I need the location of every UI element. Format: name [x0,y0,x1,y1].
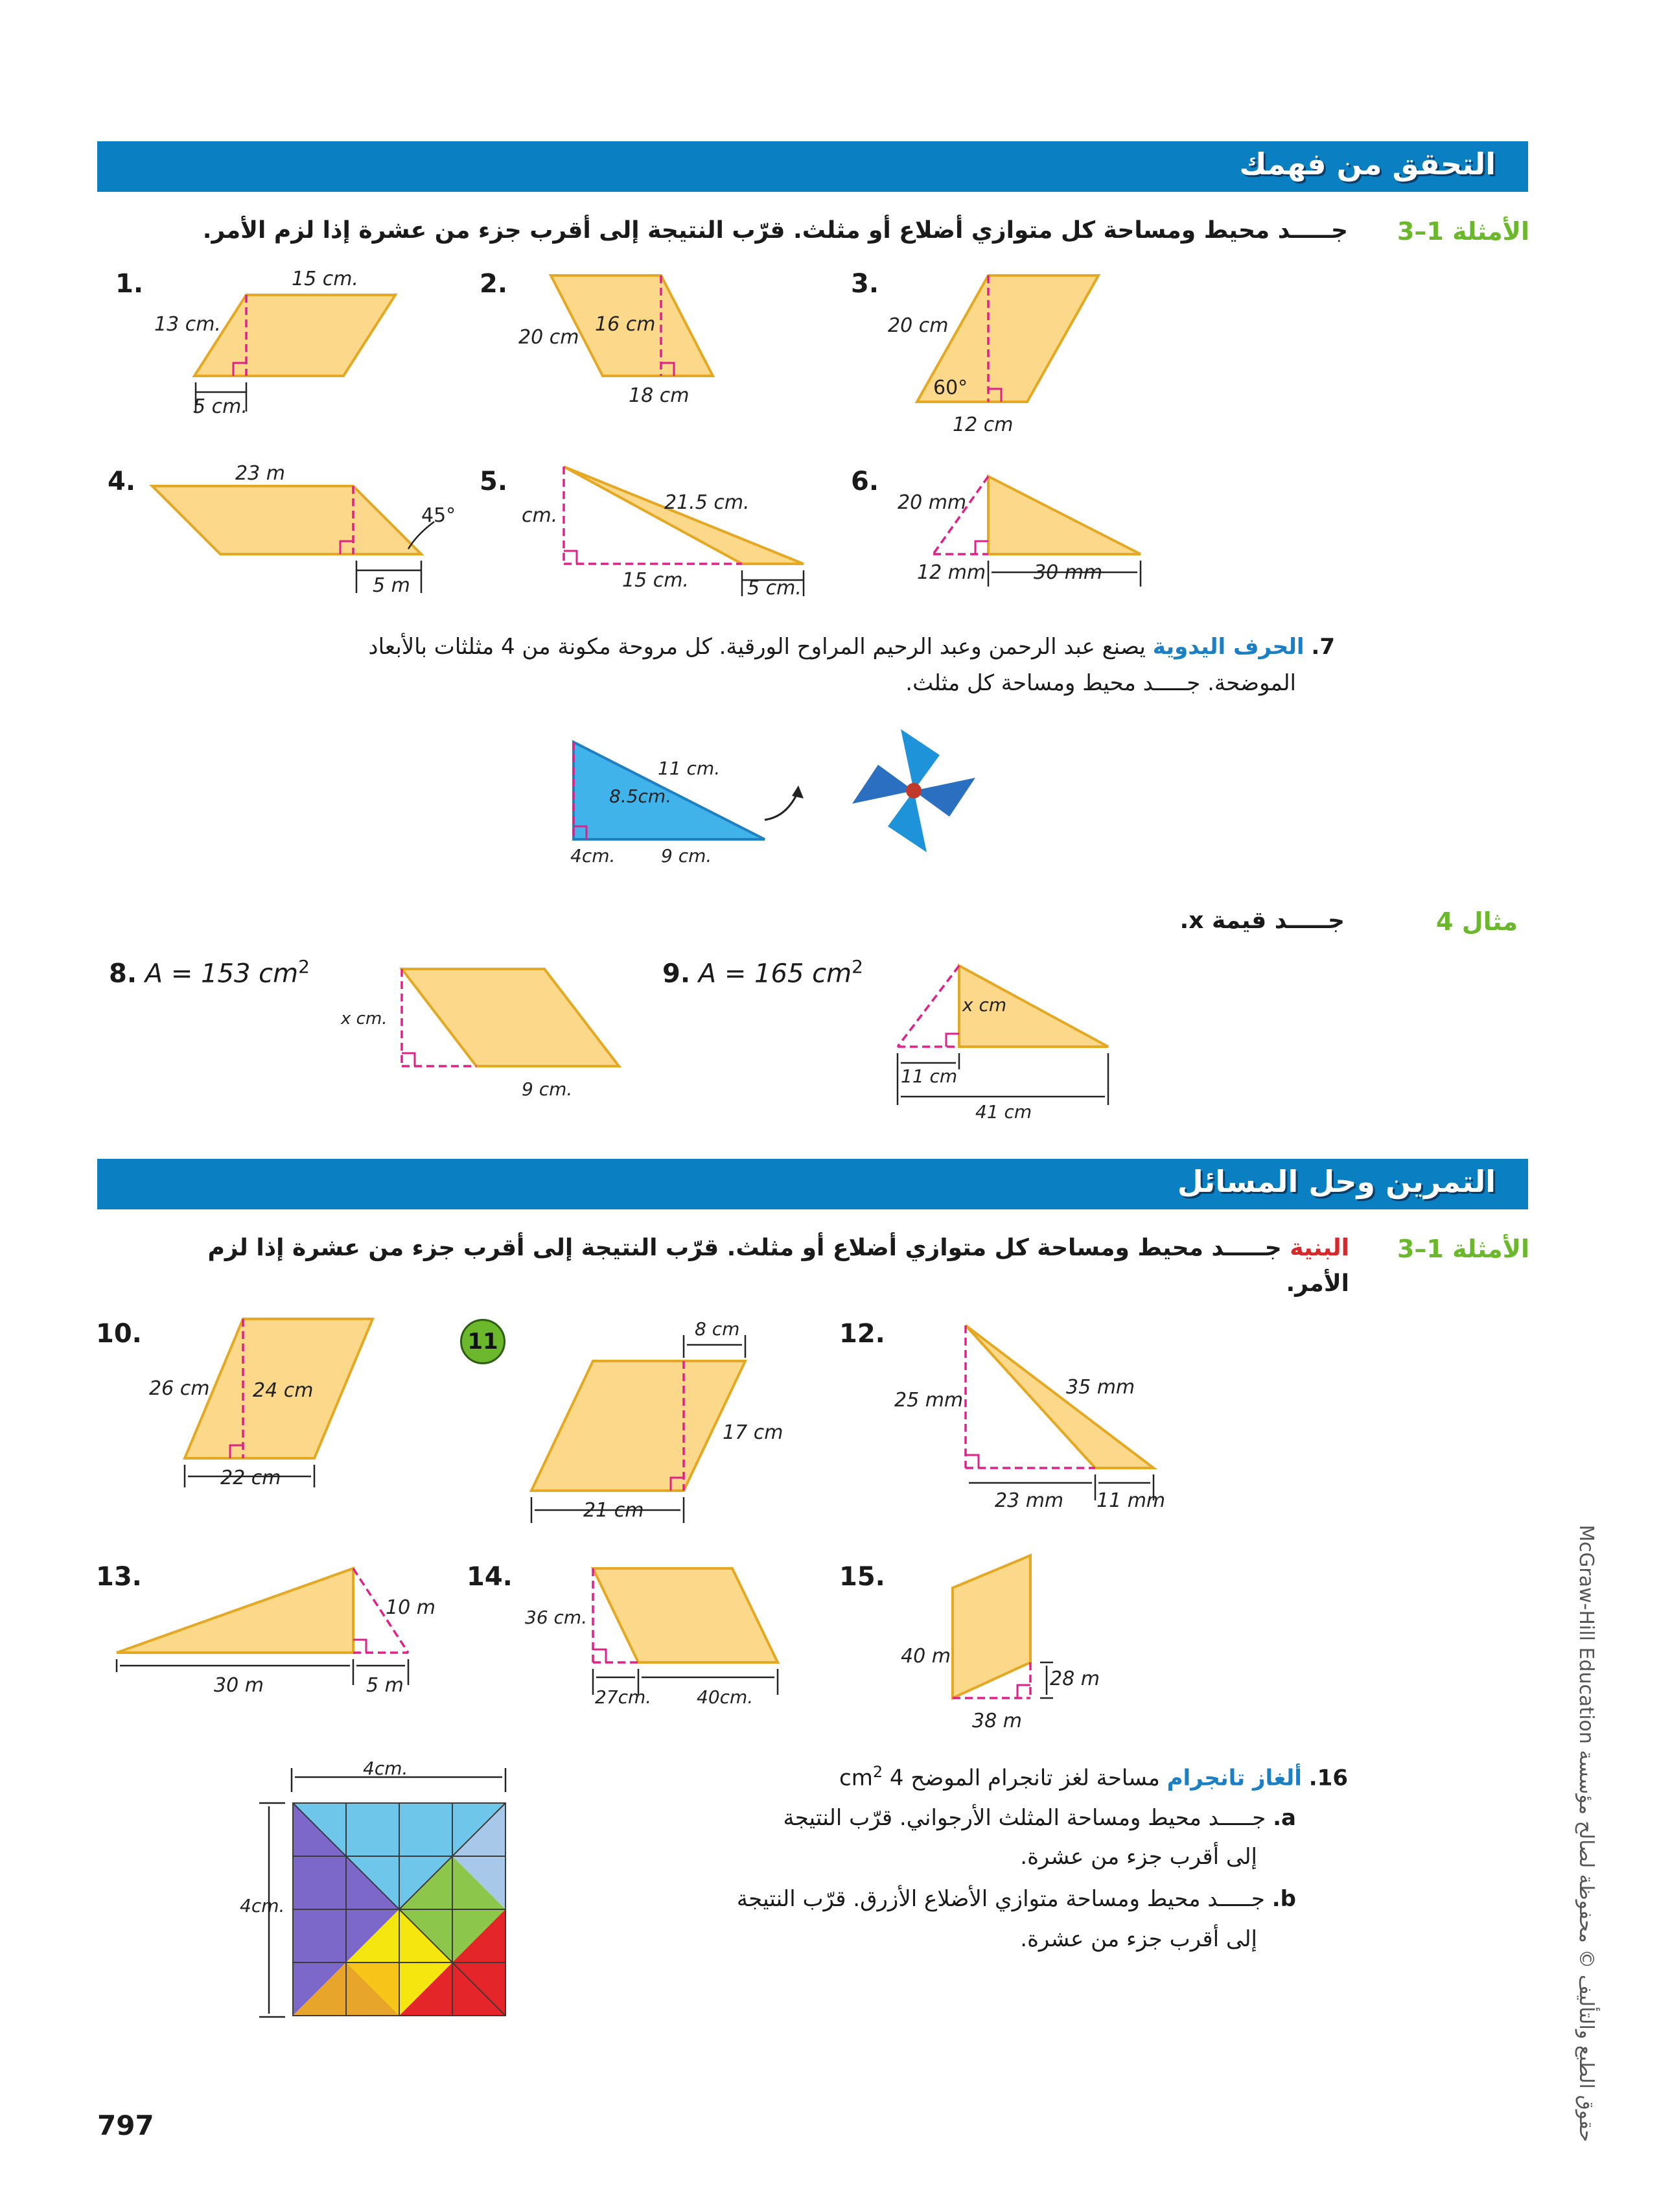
label-dashed-base: 5 m [366,1674,404,1697]
problem-number: 7. [1311,634,1335,660]
problem-number: 2. [480,269,508,299]
label-height: x cm [962,994,1007,1016]
label-base: 30 m [214,1674,264,1697]
label-base: 9 cm. [522,1078,573,1100]
problem-text: يصنع عبد الرحمن وعبد الرحيم المراوح الورقية. كل مروحة مكونة من 4 مثلثات بالأبعاد [368,634,1146,660]
problem-topic: الحرف اليدوية [1152,634,1305,660]
label-base: 38 m [972,1710,1022,1732]
label-height: cm. [522,504,558,527]
figure-parallelogram-2 [512,259,758,415]
instruction-text: جـــــد قيمة x. [1179,907,1345,934]
label-base: 22 cm [220,1467,281,1489]
problem-7-line1 [368,634,1335,660]
label-hypotenuse: 21.5 cm. [664,491,750,514]
section-banner-practice [97,1159,1528,1209]
label-angle: 60° [933,377,968,399]
label-top: 15 cm. [292,268,358,290]
label-top: 4cm. [363,1758,408,1779]
label-base-dashed: 15 cm. [622,569,689,592]
area-exponent: 2 [298,956,310,977]
problem-number: 3. [851,269,879,299]
area-exponent: 2 [852,956,863,977]
label-base: 11 mm [1096,1489,1166,1512]
problem-number-badge: 11 [460,1319,505,1364]
label-side: 26 cm [149,1377,210,1400]
problem-number: 5. [480,467,508,496]
part-text: جـــــد محيط ومساحة المثلث الأرجواني. قرّب النتيجة [783,1805,1266,1831]
copyright-note: حقوق الطبع والتأليف © محفوظة لصالح مؤسسة McGraw-Hill Education [1575,1524,1597,2142]
figure-parallelogram-1 [143,259,415,428]
label-dashed-base: 23 mm [995,1489,1064,1512]
problem-8-formula [109,956,310,988]
area-formula: A = 165 cm [698,959,852,989]
problem-number: 16. [1308,1765,1348,1791]
area-exponent: 2 [872,1763,883,1781]
example-label: مثال 4 [1436,907,1518,936]
figure-tangram [233,1758,518,2022]
problem-number: 8. [109,959,137,989]
label-base: 5 cm. [747,577,802,600]
label-height: x cm. [341,1009,388,1029]
label-base: 12 cm [953,413,1014,436]
label-dashed-base: 11 cm [901,1065,958,1087]
examples-label: الأمثلة 1–3 [1397,217,1529,246]
problem-number: 9. [662,959,691,989]
label-side: 11 cm. [658,758,721,779]
label-base: 30 mm [1034,561,1103,584]
label-height: 10 m [386,1596,435,1619]
label-base: 41 cm [975,1101,1032,1123]
problem-number: 13. [96,1562,142,1592]
label-top: 23 m [235,462,285,485]
part-b-line2: إلى أقرب جزء من عشرة. [1020,1926,1257,1952]
figure-pinwheel-triangle [557,726,1076,881]
label-base: 5 m [373,574,410,597]
figure-triangle-9 [888,959,1121,1128]
figure-parallelogram-3 [881,259,1115,447]
label-base: 9 cm. [661,845,712,867]
problem-number: 14. [467,1562,513,1592]
problem-7-line2: الموضحة. جـــــد محيط ومساحة كل مثلث. [905,670,1296,696]
figure-triangle-5 [515,457,826,612]
section-banner-check-understanding [97,141,1528,192]
label-side: 40 m [901,1645,951,1668]
label-top: 8 cm [695,1318,740,1340]
examples-label: الأمثلة 1–3 [1397,1235,1529,1263]
label-side: 20 mm [898,491,967,514]
figure-triangle-12 [888,1309,1173,1517]
figure-parallelogram-11 [518,1309,810,1522]
problem-number: 10. [96,1319,142,1349]
label-hypotenuse: 35 mm [1066,1376,1135,1399]
problem-number: 12. [839,1319,885,1349]
problem-9-formula [662,956,863,988]
label-height: 24 cm [253,1379,314,1402]
instruction-text: جـــــد محيط ومساحة كل متوازي أضلاع أو مثلث. قرّب النتيجة إلى أقرب جزء من عشرة إذا لزم الأمر. [202,217,1348,244]
figure-parallelogram-4 [146,457,483,606]
label-side: 20 cm [518,326,579,349]
figure-parallelogram-8 [337,959,635,1115]
part-a-line2: إلى أقرب جزء من عشرة. [1020,1844,1257,1870]
figure-parallelogram-14 [518,1555,804,1711]
page-number: 797 [97,2110,154,2141]
label-base: 21 cm [583,1499,644,1522]
instruction-text: جـــــد محيط ومساحة كل متوازي أضلاع أو مثلث. قرّب النتيجة إلى أقرب جزء من عشرة إذا لزم [207,1235,1282,1261]
part-label: b. [1271,1886,1296,1912]
figure-triangle-6 [888,457,1160,593]
figure-triangle-13 [110,1555,434,1711]
label-dashed-base: 27cm. [595,1686,652,1708]
label-side: 20 cm [888,314,949,337]
problem-number: 1. [115,269,144,299]
part-text: جـــــد محيط ومساحة متوازي الأضلاع الأزرق. قرّب النتيجة [736,1886,1265,1912]
label-height: 25 mm [894,1389,964,1412]
label-angle: 45° [421,504,456,527]
area-formula: A = 153 cm [145,959,299,989]
instruction-line2: الأمر. [1286,1270,1349,1297]
part-b-line1 [737,1886,1296,1912]
label-base: 5 cm. [193,395,248,418]
figure-parallelogram-10 [143,1309,389,1504]
problem-number: 6. [851,467,879,496]
label-left: 4cm. [240,1895,285,1916]
label-height: 36 cm. [525,1607,588,1628]
part-label: a. [1273,1805,1296,1831]
problem-number: 4. [108,467,136,496]
part-a-line1 [783,1805,1297,1831]
label-base: 40cm. [697,1686,754,1708]
label-dashed-base: 12 mm [917,561,986,584]
section-title: التمرين وحل المسائل [1177,1164,1496,1199]
label-height: 16 cm [595,313,656,336]
problem-16-line1 [839,1763,1348,1791]
instruction-topic: البنية [1290,1235,1349,1261]
label-height: 28 m [1050,1668,1100,1690]
section-title: التحقق من فهمك [1239,146,1496,181]
label-height: 17 cm [723,1421,783,1444]
problem-topic: ألغاز تانجرام [1166,1765,1302,1791]
problem-text: مساحة لغز تانجرام الموضح 4 cm [839,1765,1160,1791]
label-height: 8.5cm. [609,786,672,807]
label-dashed-base: 4cm. [570,845,616,867]
label-side: 13 cm. [154,313,221,336]
problem-number: 15. [839,1562,885,1592]
pinwheel-icon [852,729,975,852]
label-base: 18 cm [629,384,690,407]
figure-parallelogram-15 [888,1549,1121,1737]
instruction-line1 [208,1235,1350,1261]
